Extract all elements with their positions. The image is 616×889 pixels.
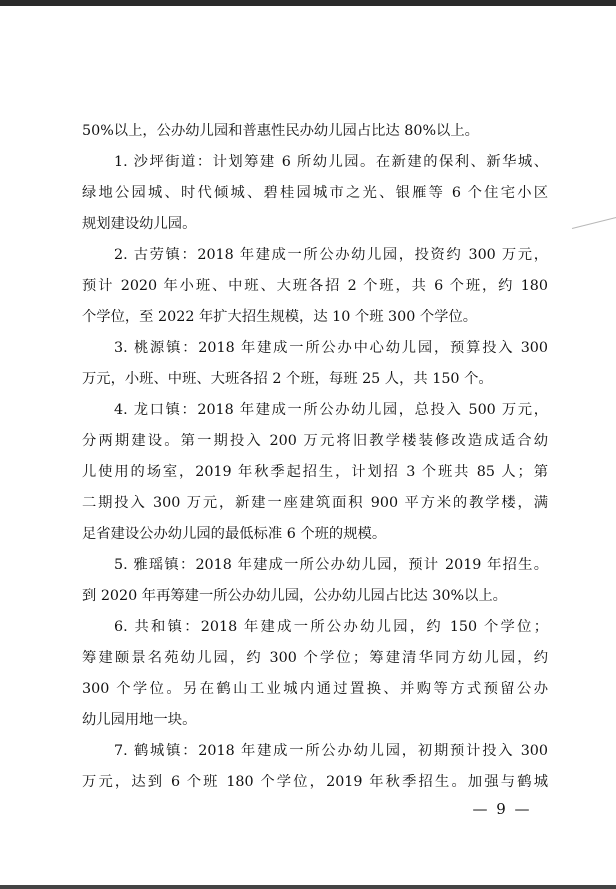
text-line: 分两期建设。第一期投入 200 万元将旧教学楼装修改造成适合幼 — [82, 433, 548, 449]
text-line: 7. 鹤城镇：2018 年建成一所公办幼儿园，初期预计投入 300 — [114, 743, 548, 759]
text-line: 到 2020 年再筹建一所公办幼儿园，公办幼儿园占比达 30%以上。 — [82, 588, 507, 604]
text-line: 2. 古劳镇：2018 年建成一所公办幼儿园，投资约 300 万元， — [114, 247, 548, 263]
text-line: 规划建设幼儿园。 — [82, 216, 197, 232]
text-line: 6. 共和镇：2018 年建成一所公办幼儿园，约 150 个学位； — [114, 619, 548, 635]
document-body — [82, 116, 548, 798]
text-line: 万元，达到 6 个班 180 个学位，2019 年秋季招生。加强与鹤城 — [82, 774, 548, 790]
text-line: 5. 雅瑶镇：2018 年建成一所公办幼儿园，预计 2019 年招生。 — [114, 557, 548, 573]
text-line: 个学位，至 2022 年扩大招生规模，达 10 个班 300 个学位。 — [82, 309, 478, 325]
paper-crease-mark — [572, 213, 616, 228]
text-line: 50%以上，公办幼儿园和普惠性民办幼儿园占比达 80%以上。 — [82, 123, 479, 139]
text-line: 预计 2020 年小班、中班、大班各招 2 个班，共 6 个班，约 180 — [82, 278, 548, 294]
text-line: 1. 沙坪街道：计划筹建 6 所幼儿园。在新建的保利、新华城、 — [114, 154, 548, 170]
text-line: 二期投入 300 万元，新建一座建筑面积 900 平方米的教学楼，满 — [82, 495, 548, 511]
text-line: 万元，小班、中班、大班各招 2 个班，每班 25 人，共 150 个。 — [82, 371, 493, 387]
scan-bottom-edge — [0, 885, 616, 889]
text-line: 4. 龙口镇：2018 年建成一所公办幼儿园，总投入 500 万元， — [114, 402, 548, 418]
text-line: 3. 桃源镇：2018 年建成一所公办中心幼儿园，预算投入 300 — [114, 340, 548, 356]
page-number: — 9 — — [472, 800, 532, 818]
text-line: 绿地公园城、时代倾城、碧桂园城市之光、银雁等 6 个住宅小区 — [82, 185, 548, 201]
text-line: 幼儿园用地一块。 — [82, 712, 197, 728]
scan-top-edge — [0, 0, 616, 6]
text-line: 儿使用的场室，2019 年秋季起招生，计划招 3 个班共 85 人；第 — [82, 464, 548, 480]
text-line: 300 个学位。另在鹤山工业城内通过置换、并购等方式预留公办 — [82, 681, 548, 697]
text-line: 足省建设公办幼儿园的最低标准 6 个班的规模。 — [82, 526, 387, 542]
text-line: 筹建颐景名苑幼儿园，约 300 个学位；筹建清华同方幼儿园，约 — [82, 650, 548, 666]
